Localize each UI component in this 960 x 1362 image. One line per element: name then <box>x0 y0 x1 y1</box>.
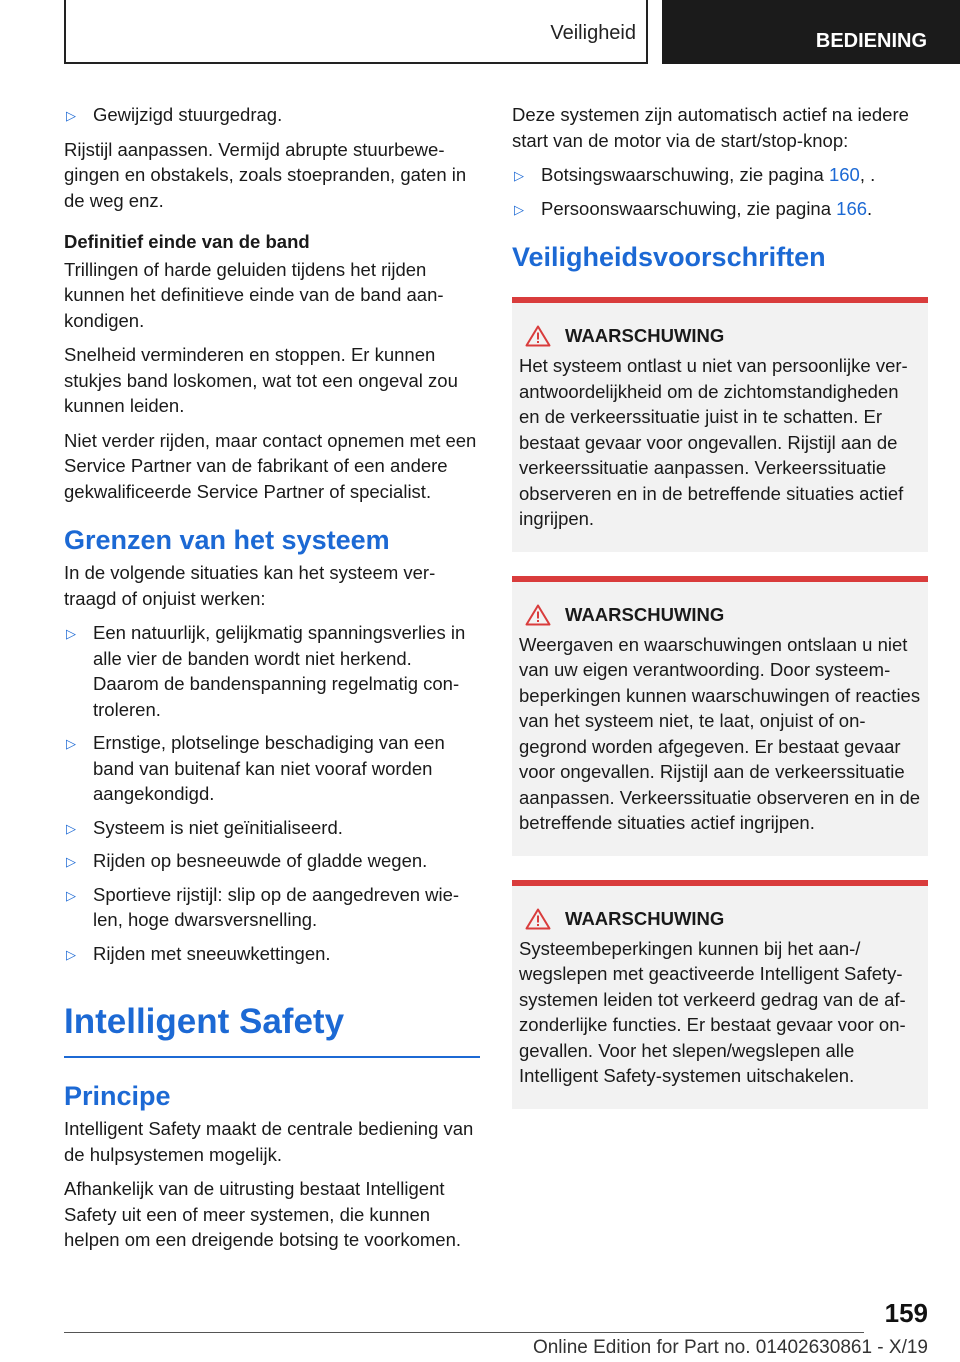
warning-body: Systeembeperkingen kunnen bij het aan-/ wegslepen met geactiveerde Intelligent Safety-systemen leiden tot verkeerd gedrag van de afzonderlijke functies. Er bestaat gevaar voor ongevallen. Voor het slepen/wegslepen alle Intelligent Safety-systemen uitschakelen. <box>519 937 906 1086</box>
left-column <box>64 102 480 1262</box>
chapter-label: BEDIENING <box>815 30 927 52</box>
list-item: ▷ Rijden op besneeuwde of gladde wegen. <box>64 848 480 874</box>
warning-box <box>512 297 928 552</box>
triangle-bullet-icon: ▷ <box>66 820 76 836</box>
list-item: ▷ Gewijzigd stuurgedrag. <box>64 102 480 128</box>
footer-edition: Online Edition for Part no. 01402630861 - X/19 <box>532 1337 928 1358</box>
warning-triangle-icon <box>525 908 551 930</box>
warning-box <box>512 576 928 856</box>
triangle-bullet-icon: ▷ <box>66 887 76 903</box>
list-item: ▷ Een natuurlijk, gelijkmatig spanningsverlies in alle vier de banden wordt niet herkend. Daarom de bandenspanning regelmatig controleren. <box>66 622 466 720</box>
warning-title: WAARSCHUWING <box>519 325 922 347</box>
paragraph: In de volgende situaties kan het systeem vertraagd of onjuist werken: <box>64 562 436 609</box>
paragraph: Intelligent Safety maakt de centrale bediening van de hulpsystemen mogelijk. <box>64 1118 474 1165</box>
triangle-bullet-icon: ▷ <box>66 108 76 123</box>
paragraph: Snelheid verminderen en stoppen. Er kunnen stukjes band loskomen, wat tot een ongeval zou kunnen leiden. <box>64 344 458 416</box>
limits-bullet-list <box>64 620 480 966</box>
page-link-160[interactable]: 160 <box>828 164 860 185</box>
warning-triangle-icon <box>525 325 551 347</box>
list-item: ▷ Systeem is niet geïnitialiseerd. <box>64 815 480 841</box>
subheading-band: Definitief einde van de band <box>64 231 310 252</box>
paragraph: Rijstijl aanpassen. Vermijd abrupte stuurbewegingen en obstakels, zoals stoepranden, gaten in de weg enz. <box>64 138 467 211</box>
paragraph: Afhankelijk van de uitrusting bestaat Intelligent Safety uit een of meer systemen, die kunnen helpen om een dreigende botsing te voorkomen. <box>64 1178 461 1250</box>
triangle-bullet-icon: ▷ <box>514 168 524 183</box>
top-bullet-list <box>64 102 480 128</box>
systems-bullet-list <box>512 162 928 221</box>
triangle-bullet-icon: ▷ <box>514 201 524 217</box>
warning-box <box>512 880 928 1109</box>
list-item: ▷ Rijden met sneeuwkettingen. <box>64 941 480 967</box>
header-chapter-tab <box>662 0 960 64</box>
list-item: ▷ Botsingswaarschuwing, zie pagina 160, . <box>512 162 928 188</box>
warning-triangle-icon <box>525 604 551 626</box>
paragraph: Deze systemen zijn automatisch actief na iedere start van de motor via de start/stop-knop: <box>512 104 909 151</box>
heading-intelligent-safety: Intelligent Safety <box>64 1000 480 1058</box>
warning-title: WAARSCHUWING <box>519 908 922 930</box>
header-section-title: Veiligheid <box>550 22 636 44</box>
right-column <box>512 102 928 1119</box>
triangle-bullet-icon: ▷ <box>66 946 76 962</box>
triangle-bullet-icon: ▷ <box>66 626 76 641</box>
list-item: ▷ Persoonswaarschuwing, zie pagina 166. <box>512 196 928 222</box>
heading-grenzen: Grenzen van het systeem <box>64 525 390 555</box>
triangle-bullet-icon: ▷ <box>66 736 76 751</box>
list-item: ▷ Sportieve rijstijl: slip op de aangedreven wielen, hoge dwarsversnelling. <box>66 883 460 930</box>
paragraph: Niet verder rijden, maar contact opnemen met een Service Partner van de fabrikant of een andere gekwalificeerde Service Partner of specialist. <box>64 429 477 502</box>
heading-veiligheidsvoorschriften: Veiligheidsvoorschriften <box>512 242 826 272</box>
list-item: ▷ Ernstige, plotselinge beschadiging van een band van buitenaf kan niet vooraf worden aangekondigd. <box>66 732 445 804</box>
warning-title: WAARSCHUWING <box>519 604 922 626</box>
page-number: 159 <box>884 1298 928 1328</box>
page-link-166[interactable]: 166 <box>836 197 868 219</box>
warning-body: Het systeem ontlast u niet van persoonlijke verantwoordelijkheid om de zichtomstandigheden en de verkeerssituatie juist in te schatten. Er bestaat gevaar voor ongevallen. Rijstijl aan de verkeerssituatie aanpassen. Verkeerssituatie observeren en in de betreffende situaties actief ingrijpen. <box>519 355 908 529</box>
warning-body: Weergaven en waarschuwingen ontslaan u niet van uw eigen verantwoording. Door systeembeperkingen kunnen waarschuwingen of reacties van het systeem niet, te laat, onjuist of ongegrond worden afgegeven. Er bestaat gevaar voor ongevallen. Rijstijl aan de verkeerssituatie aanpassen. Verkeerssituatie observeren en in de betreffende situaties actief ingrijpen. <box>519 633 921 833</box>
triangle-bullet-icon: ▷ <box>66 854 76 869</box>
footer-divider <box>64 1332 864 1333</box>
paragraph: Trillingen of harde geluiden tijdens het rijden kunnen het definitieve einde van de band aankondigen. <box>64 258 444 331</box>
heading-principe: Principe <box>64 1081 171 1111</box>
